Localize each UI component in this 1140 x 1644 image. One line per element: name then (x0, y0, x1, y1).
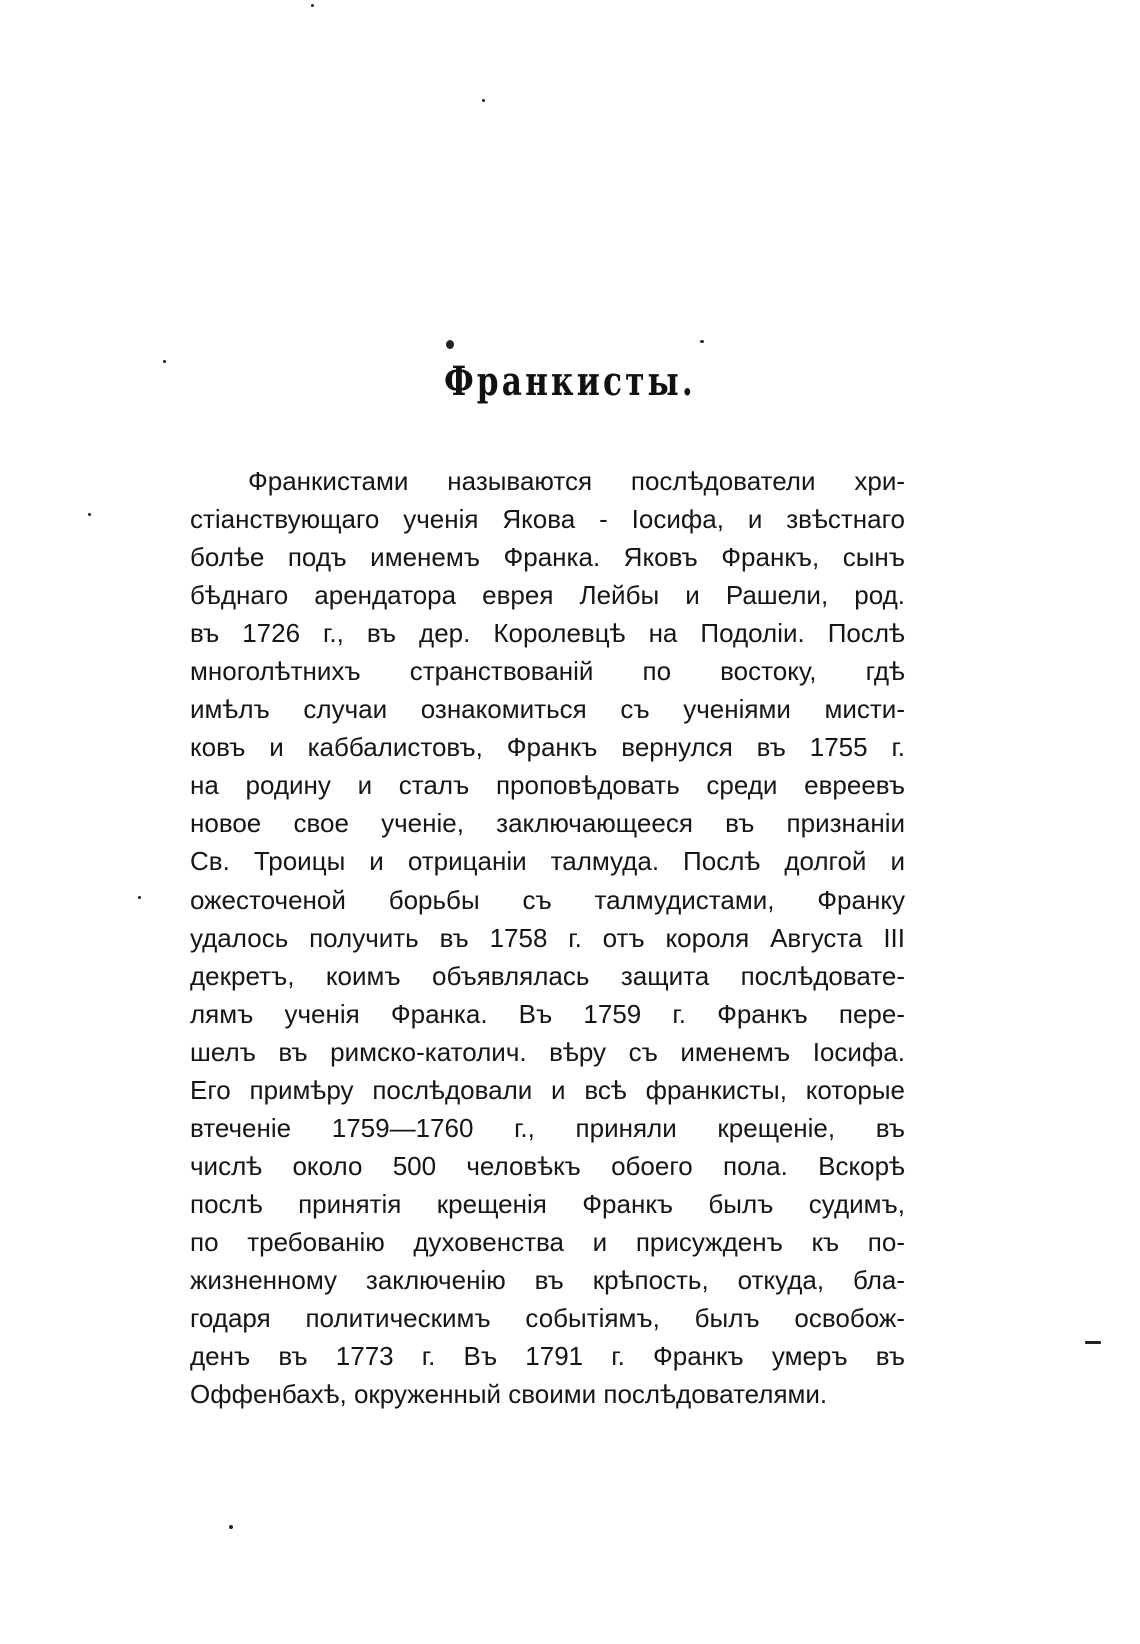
paragraph-line: удалось получить въ 1758 г. отъ короля Августа III (190, 922, 905, 953)
paragraph-line: имѣлъ случаи ознакомиться съ ученіями мисти- (190, 694, 905, 725)
paragraph-line: Оффенбахѣ, окруженный своими послѣдователями. (190, 1379, 828, 1410)
paragraph-line: по требованію духовенства и присужденъ къ по- (190, 1226, 905, 1257)
scan-speck (482, 99, 485, 102)
paragraph-line: шелъ въ римско-католич. вѣру съ именемъ Іосифа. (190, 1036, 905, 1067)
paragraph-line: Франкистами называются послѣдователи хри- (248, 466, 905, 496)
paragraph-line: числѣ около 500 человѣкъ обоего пола. Вскорѣ (190, 1150, 905, 1181)
paragraph-line: стіанствующаго ученія Якова - Іосифа, и звѣстнаго (190, 504, 905, 535)
scan-speck (88, 513, 91, 516)
paragraph-line: годаря политическимъ событіямъ, былъ освобож- (190, 1303, 905, 1334)
paragraph-line: денъ въ 1773 г. Въ 1791 г. Франкъ умеръ въ (190, 1341, 905, 1372)
paragraph-line: лямъ ученія Франка. Въ 1759 г. Франкъ пере- (190, 998, 905, 1029)
scan-speck (1085, 1341, 1101, 1344)
paragraph-line: бѣднаго арендатора еврея Лейбы и Рашели, род. (190, 580, 905, 611)
paragraph-line: новое свое ученіе, заключающееся въ признаніи (190, 808, 905, 839)
page-title: Франкисты. (444, 358, 696, 405)
scan-speck (229, 1525, 233, 1529)
scan-speck (163, 360, 166, 363)
paragraph-line: ожесточеной борьбы съ талмудистами, Франку (190, 884, 905, 915)
paragraph-line: болѣе подъ именемъ Франка. Яковъ Франкъ, сынъ (190, 542, 905, 573)
scan-speck (138, 896, 141, 899)
paragraph-line: послѣ принятія крещенія Франкъ былъ судимъ, (190, 1188, 905, 1219)
paragraph-line: втеченіе 1759—1760 г., приняли крещеніе, въ (190, 1112, 905, 1143)
paragraph-line: Св. Троицы и отрицаніи талмуда. Послѣ долгой и (190, 846, 905, 877)
paragraph-line: на родину и сталъ проповѣдовать среди евреевъ (190, 770, 905, 801)
paragraph-line: многолѣтнихъ странствованій по востоку, гдѣ (190, 656, 905, 687)
paragraph-line: жизненному заключенію въ крѣпость, откуда, бла- (190, 1264, 905, 1295)
scan-speck (700, 340, 704, 343)
scan-speck (446, 340, 454, 349)
paragraph-line: Его примѣру послѣдовали и всѣ франкисты, которые (190, 1074, 905, 1105)
scan-speck (311, 4, 314, 7)
paragraph-line: декретъ, коимъ объявлялась защита послѣдовате- (190, 960, 905, 991)
paragraph-line: ковъ и каббалистовъ, Франкъ вернулся въ 1755 г. (190, 732, 905, 763)
paragraph-line: въ 1726 г., въ дер. Королевцѣ на Подоліи. Послѣ (190, 618, 905, 649)
body-paragraph (190, 462, 905, 1413)
